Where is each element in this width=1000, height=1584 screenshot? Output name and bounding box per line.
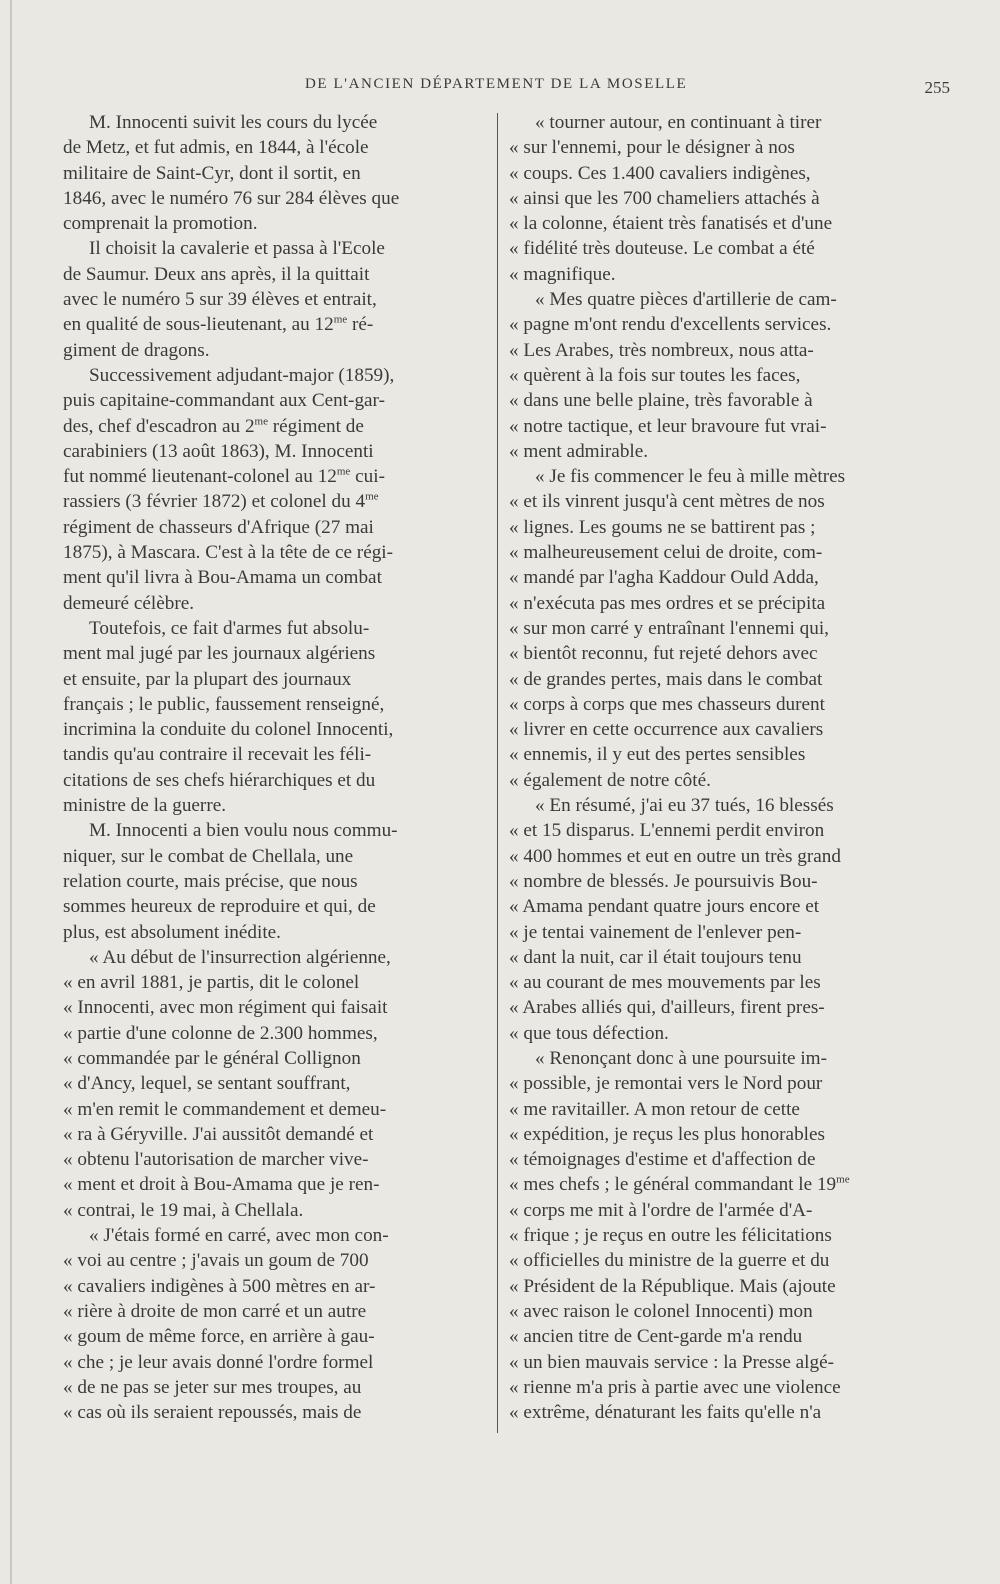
text-line: « ra à Géryville. J'ai aussitôt demandé et bbox=[63, 1123, 374, 1145]
text-line: militaire de Saint-Cyr, dont il sortit, en bbox=[63, 162, 361, 184]
text-line: « tourner autour, en continuant à tirer bbox=[535, 112, 822, 133]
text-line: « ancien titre de Cent-garde m'a rendu bbox=[509, 1326, 803, 1348]
text-line: « Les Arabes, très nombreux, nous atta- bbox=[509, 339, 814, 361]
text-line: « lignes. Les goums ne se battirent pas ; bbox=[509, 516, 816, 538]
paragraph bbox=[63, 236, 488, 362]
text-line: « malheureusement celui de droite, com- bbox=[509, 542, 823, 564]
text-line: « magnifique. bbox=[509, 263, 616, 285]
text-line: giment de dragons. bbox=[63, 339, 210, 361]
text-line: « Mes quatre pièces d'artillerie de cam- bbox=[535, 289, 837, 311]
text-line: « dant la nuit, car il était toujours tenu bbox=[509, 946, 802, 968]
text-line: « de ne pas se jeter sur mes troupes, au bbox=[63, 1376, 362, 1398]
text-line: puis capitaine-commandant aux Cent-gar- bbox=[63, 390, 385, 412]
text-line: 1875), à Mascara. C'est à la tête de ce régi- bbox=[63, 542, 394, 564]
text-line: « frique ; je reçus en outre les félicitations bbox=[509, 1225, 832, 1247]
text-line: « officielles du ministre de la guerre et du bbox=[509, 1250, 830, 1272]
text-line: « un bien mauvais service : la Presse algé- bbox=[509, 1351, 835, 1373]
text-line: Successivement adjudant-major (1859), bbox=[89, 364, 395, 386]
text-line: relation courte, mais précise, que nous bbox=[63, 870, 358, 892]
text-line: rassiers (3 février 1872) et colonel du $4^{me}$ bbox=[63, 491, 379, 513]
text-line: carabiniers (13 août 1863), M. Innocenti bbox=[63, 440, 374, 462]
text-line: ment qu'il livra à Bou-Amama un combat bbox=[63, 567, 382, 589]
text-line: citations de ses chefs hiérarchiques et du bbox=[63, 769, 376, 791]
text-line: « m'en remit le commandement et demeu- bbox=[63, 1098, 387, 1120]
paragraph bbox=[509, 1046, 930, 1425]
text-line: sommes heureux de reproduire et qui, de bbox=[63, 896, 376, 918]
text-line: « sur l'ennemi, pour le désigner à nos bbox=[509, 137, 795, 159]
text-line: « contrai, le 19 mai, à Chellala. bbox=[63, 1199, 304, 1221]
text-line: « nombre de blessés. Je poursuivis Bou- bbox=[509, 870, 818, 892]
text-line: « notre tactique, et leur bravoure fut vrai- bbox=[509, 415, 827, 437]
paragraph bbox=[509, 464, 930, 793]
running-head bbox=[60, 70, 950, 98]
text-line: en qualité de sous-lieutenant, au $12^{me}$ ré- bbox=[63, 313, 374, 336]
text-line: « avec raison le colonel Innocenti) mon bbox=[509, 1300, 813, 1322]
text-line: « rienne m'a pris à partie avec une violence bbox=[509, 1376, 841, 1398]
text-line: demeuré célèbre. bbox=[63, 592, 195, 614]
text-line: « J'étais formé en carré, avec mon con- bbox=[89, 1225, 389, 1247]
text-line: « la colonne, étaient très fanatisés et d'une bbox=[509, 213, 833, 235]
text-line: et ensuite, par la plupart des journaux bbox=[63, 668, 352, 690]
text-line: ment mal jugé par les journaux algériens bbox=[63, 643, 376, 665]
text-line: « d'Ancy, lequel, se sentant souffrant, bbox=[63, 1073, 351, 1095]
text-line: « pagne m'ont rendu d'excellents services. bbox=[509, 314, 832, 336]
text-line: « et ils vinrent jusqu'à cent mètres de nos bbox=[509, 491, 825, 513]
text-line: niquer, sur le combat de Chellala, une bbox=[63, 845, 354, 867]
page-number: 255 bbox=[924, 78, 950, 97]
text-line: des, chef d'escadron au $2^{me}$ régiment de bbox=[63, 415, 364, 437]
right-text-column bbox=[509, 110, 930, 1425]
text-line: « et 15 disparus. L'ennemi perdit environ bbox=[509, 820, 825, 842]
text-line: « Renonçant donc à une poursuite im- bbox=[535, 1047, 828, 1069]
text-line: « Président de la République. Mais (ajoute bbox=[509, 1275, 836, 1297]
text-line: « extrême, dénaturant les faits qu'elle n'a bbox=[509, 1402, 822, 1424]
text-line: « de grandes pertes, mais dans le combat bbox=[509, 668, 823, 690]
paragraph bbox=[63, 945, 488, 1223]
text-line: Il choisit la cavalerie et passa à l'Ecole bbox=[89, 238, 385, 260]
text-line: Toutefois, ce fait d'armes fut absolu- bbox=[89, 617, 370, 639]
text-line: « goum de même force, en arrière à gau- bbox=[63, 1326, 375, 1348]
text-line: « au courant de mes mouvements par les bbox=[509, 972, 821, 994]
paragraph bbox=[63, 818, 488, 944]
text-line: tandis qu'au contraire il recevait les féli- bbox=[63, 744, 372, 766]
text-line: « corps à corps que mes chasseurs durent bbox=[509, 693, 825, 715]
text-line: « me ravitailler. A mon retour de cette bbox=[509, 1098, 800, 1120]
paragraph bbox=[509, 793, 930, 1046]
text-line: « cas où ils seraient repoussés, mais de bbox=[63, 1402, 362, 1424]
text-line: français ; le public, faussement renseigné, bbox=[63, 693, 385, 715]
text-line: « mandé par l'agha Kaddour Ould Adda, bbox=[509, 567, 819, 589]
paragraph bbox=[509, 110, 930, 287]
text-line: « Arabes alliés qui, d'ailleurs, firent pres- bbox=[509, 997, 825, 1019]
text-line: « coups. Ces 1.400 cavaliers indigènes, bbox=[509, 162, 811, 184]
text-line: « ment et droit à Bou-Amama que je ren- bbox=[63, 1174, 380, 1196]
text-line: « dans une belle plaine, très favorable à bbox=[509, 390, 813, 412]
column-divider bbox=[497, 113, 498, 1433]
text-line: « expédition, je reçus les plus honorables bbox=[509, 1123, 825, 1145]
text-line: « Amama pendant quatre jours encore et bbox=[509, 896, 820, 918]
text-line: régiment de chasseurs d'Afrique (27 mai bbox=[63, 516, 374, 538]
text-line: « Je fis commencer le feu à mille mètres bbox=[535, 466, 846, 488]
paragraph bbox=[63, 363, 488, 616]
text-line: de Saumur. Deux ans après, il la quittait bbox=[63, 263, 370, 285]
text-line: « obtenu l'autorisation de marcher vive- bbox=[63, 1149, 369, 1171]
left-text-column bbox=[63, 110, 488, 1425]
text-line: « partie d'une colonne de 2.300 hommes, bbox=[63, 1022, 378, 1044]
text-line: « voi au centre ; j'avais un goum de 700 bbox=[63, 1250, 369, 1272]
text-line: « également de notre côté. bbox=[509, 769, 711, 791]
text-line: « quèrent à la fois sur toutes les faces, bbox=[509, 364, 801, 386]
text-line: « Au début de l'insurrection algérienne, bbox=[89, 946, 391, 968]
text-line: M. Innocenti suivit les cours du lycée bbox=[89, 112, 378, 133]
text-line: « je tentai vainement de l'enlever pen- bbox=[509, 921, 802, 943]
text-line: ministre de la guerre. bbox=[63, 795, 227, 817]
text-line: « sur mon carré y entraînant l'ennemi qui, bbox=[509, 617, 829, 639]
text-line: incrimina la conduite du colonel Innocenti, bbox=[63, 719, 394, 741]
text-line: « possible, je remontai vers le Nord pour bbox=[509, 1073, 823, 1095]
running-title: DE L'ANCIEN DÉPARTEMENT DE LA MOSELLE bbox=[305, 76, 688, 92]
text-line: 1846, avec le numéro 76 sur 284 élèves que bbox=[63, 187, 400, 209]
text-line: « mes chefs ; le général commandant le $19^{me}$ bbox=[509, 1174, 850, 1196]
text-line: « ennemis, il y eut des pertes sensibles bbox=[509, 744, 806, 766]
text-line: « corps me mit à l'ordre de l'armée d'A- bbox=[509, 1199, 813, 1221]
text-line: « ment admirable. bbox=[509, 440, 649, 462]
text-line: « fidélité très douteuse. Le combat a été bbox=[509, 238, 815, 260]
text-line: « que tous défection. bbox=[509, 1022, 669, 1044]
paragraph bbox=[63, 1223, 488, 1425]
text-line: « en avril 1881, je partis, dit le colonel bbox=[63, 972, 360, 994]
text-line: « témoignages d'estime et d'affection de bbox=[509, 1149, 816, 1171]
paragraph bbox=[509, 287, 930, 464]
text-line: « Innocenti, avec mon régiment qui faisait bbox=[63, 997, 388, 1019]
text-line: « 400 hommes et eut en outre un très grand bbox=[509, 845, 841, 867]
text-line: « ainsi que les 700 chameliers attachés à bbox=[509, 187, 820, 209]
paragraph bbox=[63, 616, 488, 818]
text-line: M. Innocenti a bien voulu nous commu- bbox=[89, 820, 398, 842]
text-line: « rière à droite de mon carré et un autre bbox=[63, 1300, 367, 1322]
text-line: « commandée par le général Collignon bbox=[63, 1047, 361, 1069]
text-line: de Metz, et fut admis, en 1844, à l'école bbox=[63, 137, 369, 159]
text-line: « livrer en cette occurrence aux cavaliers bbox=[509, 719, 824, 741]
binding-edge-line bbox=[10, 0, 12, 1584]
text-line: « bientôt reconnu, fut rejeté dehors avec bbox=[509, 643, 818, 665]
text-line: « n'exécuta pas mes ordres et se précipita bbox=[509, 592, 826, 614]
text-line: plus, est absolument inédite. bbox=[63, 921, 281, 943]
text-line: avec le numéro 5 sur 39 élèves et entrait, bbox=[63, 289, 377, 311]
text-line: comprenait la promotion. bbox=[63, 213, 258, 235]
text-line: « che ; je leur avais donné l'ordre formel bbox=[63, 1351, 374, 1373]
paragraph bbox=[63, 110, 488, 236]
text-line: « En résumé, j'ai eu 37 tués, 16 blessés bbox=[535, 795, 834, 817]
text-line: « cavaliers indigènes à 500 mètres en ar- bbox=[63, 1275, 376, 1297]
text-line: fut nommé lieutenant-colonel au $12^{me}$ cui- bbox=[63, 465, 385, 488]
